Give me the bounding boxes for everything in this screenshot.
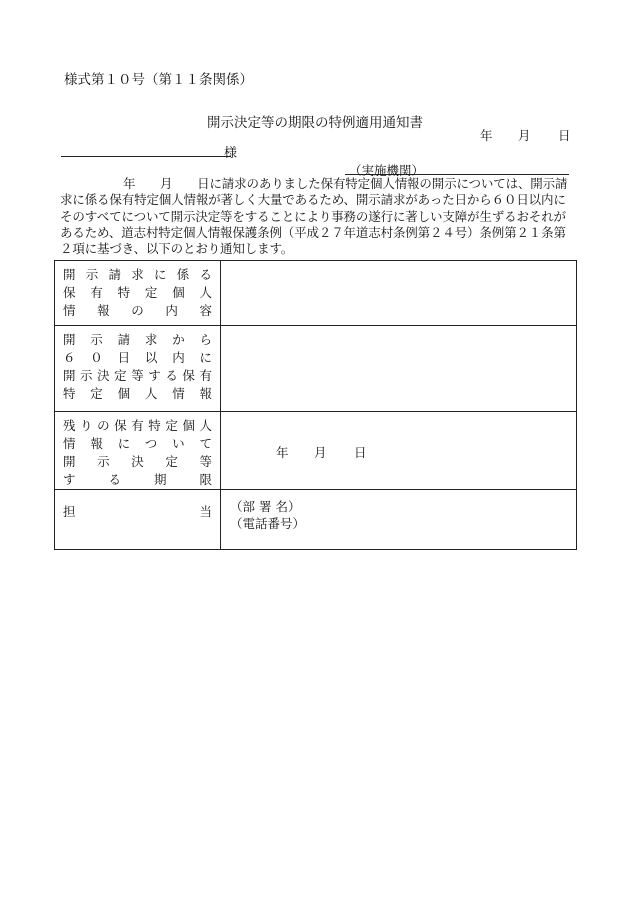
- notice-table: [54, 260, 577, 550]
- body-line: 年 月 日に請求のありました保有特定個人情報の開示については、開示請: [123, 176, 568, 191]
- addressee-line: [61, 156, 231, 157]
- month-label: 月: [518, 128, 531, 143]
- day-label: 日: [354, 445, 367, 460]
- row-label-remaining-deadline: 残りの保有特定個人 情報について 開示決定等 する期限: [55, 412, 221, 490]
- body-line: 求に係る保有特定個人情報が著しく大量であるため、開示請求があった日から６０日以内に: [60, 192, 566, 208]
- body-line: あるため、道志村特定個人情報保護条例（平成２７年道志村条例第２４号）条例第２１条第: [60, 224, 566, 240]
- deadline-field[interactable]: [221, 412, 577, 490]
- implementing-agency: （実施機関）: [349, 163, 425, 178]
- issue-date: [480, 126, 570, 144]
- row-label-within-60-days: 開示請求から ６０日以内に 開示決定等する保有 特定個人情報: [55, 326, 221, 412]
- year-label: 年: [480, 128, 493, 143]
- department-label: （部 署 名）: [230, 499, 301, 514]
- table-row: [55, 412, 577, 490]
- contact-details: [230, 498, 305, 532]
- row-label-request-content: 開示請求に係る 保有特定個人 情報の内容: [55, 261, 221, 326]
- table-row: [55, 261, 577, 326]
- body-line: ２項に基づき、以下のとおり通知します。: [60, 241, 294, 257]
- contact-field[interactable]: [221, 490, 577, 550]
- table-row: [55, 490, 577, 550]
- request-content-field[interactable]: [221, 261, 577, 326]
- form-number: 様式第１０号（第１１条関係）: [64, 72, 253, 88]
- notice-body: [60, 176, 578, 257]
- day-label: 日: [558, 128, 571, 143]
- month-label: 月: [314, 445, 327, 460]
- addressee-suffix: 様: [224, 146, 238, 161]
- phone-label: （電話番号）: [230, 516, 306, 531]
- body-line: そのすべてについて開示決定等をすることにより事務の遂行に著しい支障が生ずるおそれが: [60, 208, 566, 224]
- table-row: [55, 326, 577, 412]
- document-title: 開示決定等の期限の特例適用通知書: [207, 115, 423, 131]
- deadline-date: [276, 443, 367, 461]
- row-label-contact: 担当: [55, 490, 221, 550]
- year-label: 年: [276, 445, 289, 460]
- within-60-days-field[interactable]: [221, 326, 577, 412]
